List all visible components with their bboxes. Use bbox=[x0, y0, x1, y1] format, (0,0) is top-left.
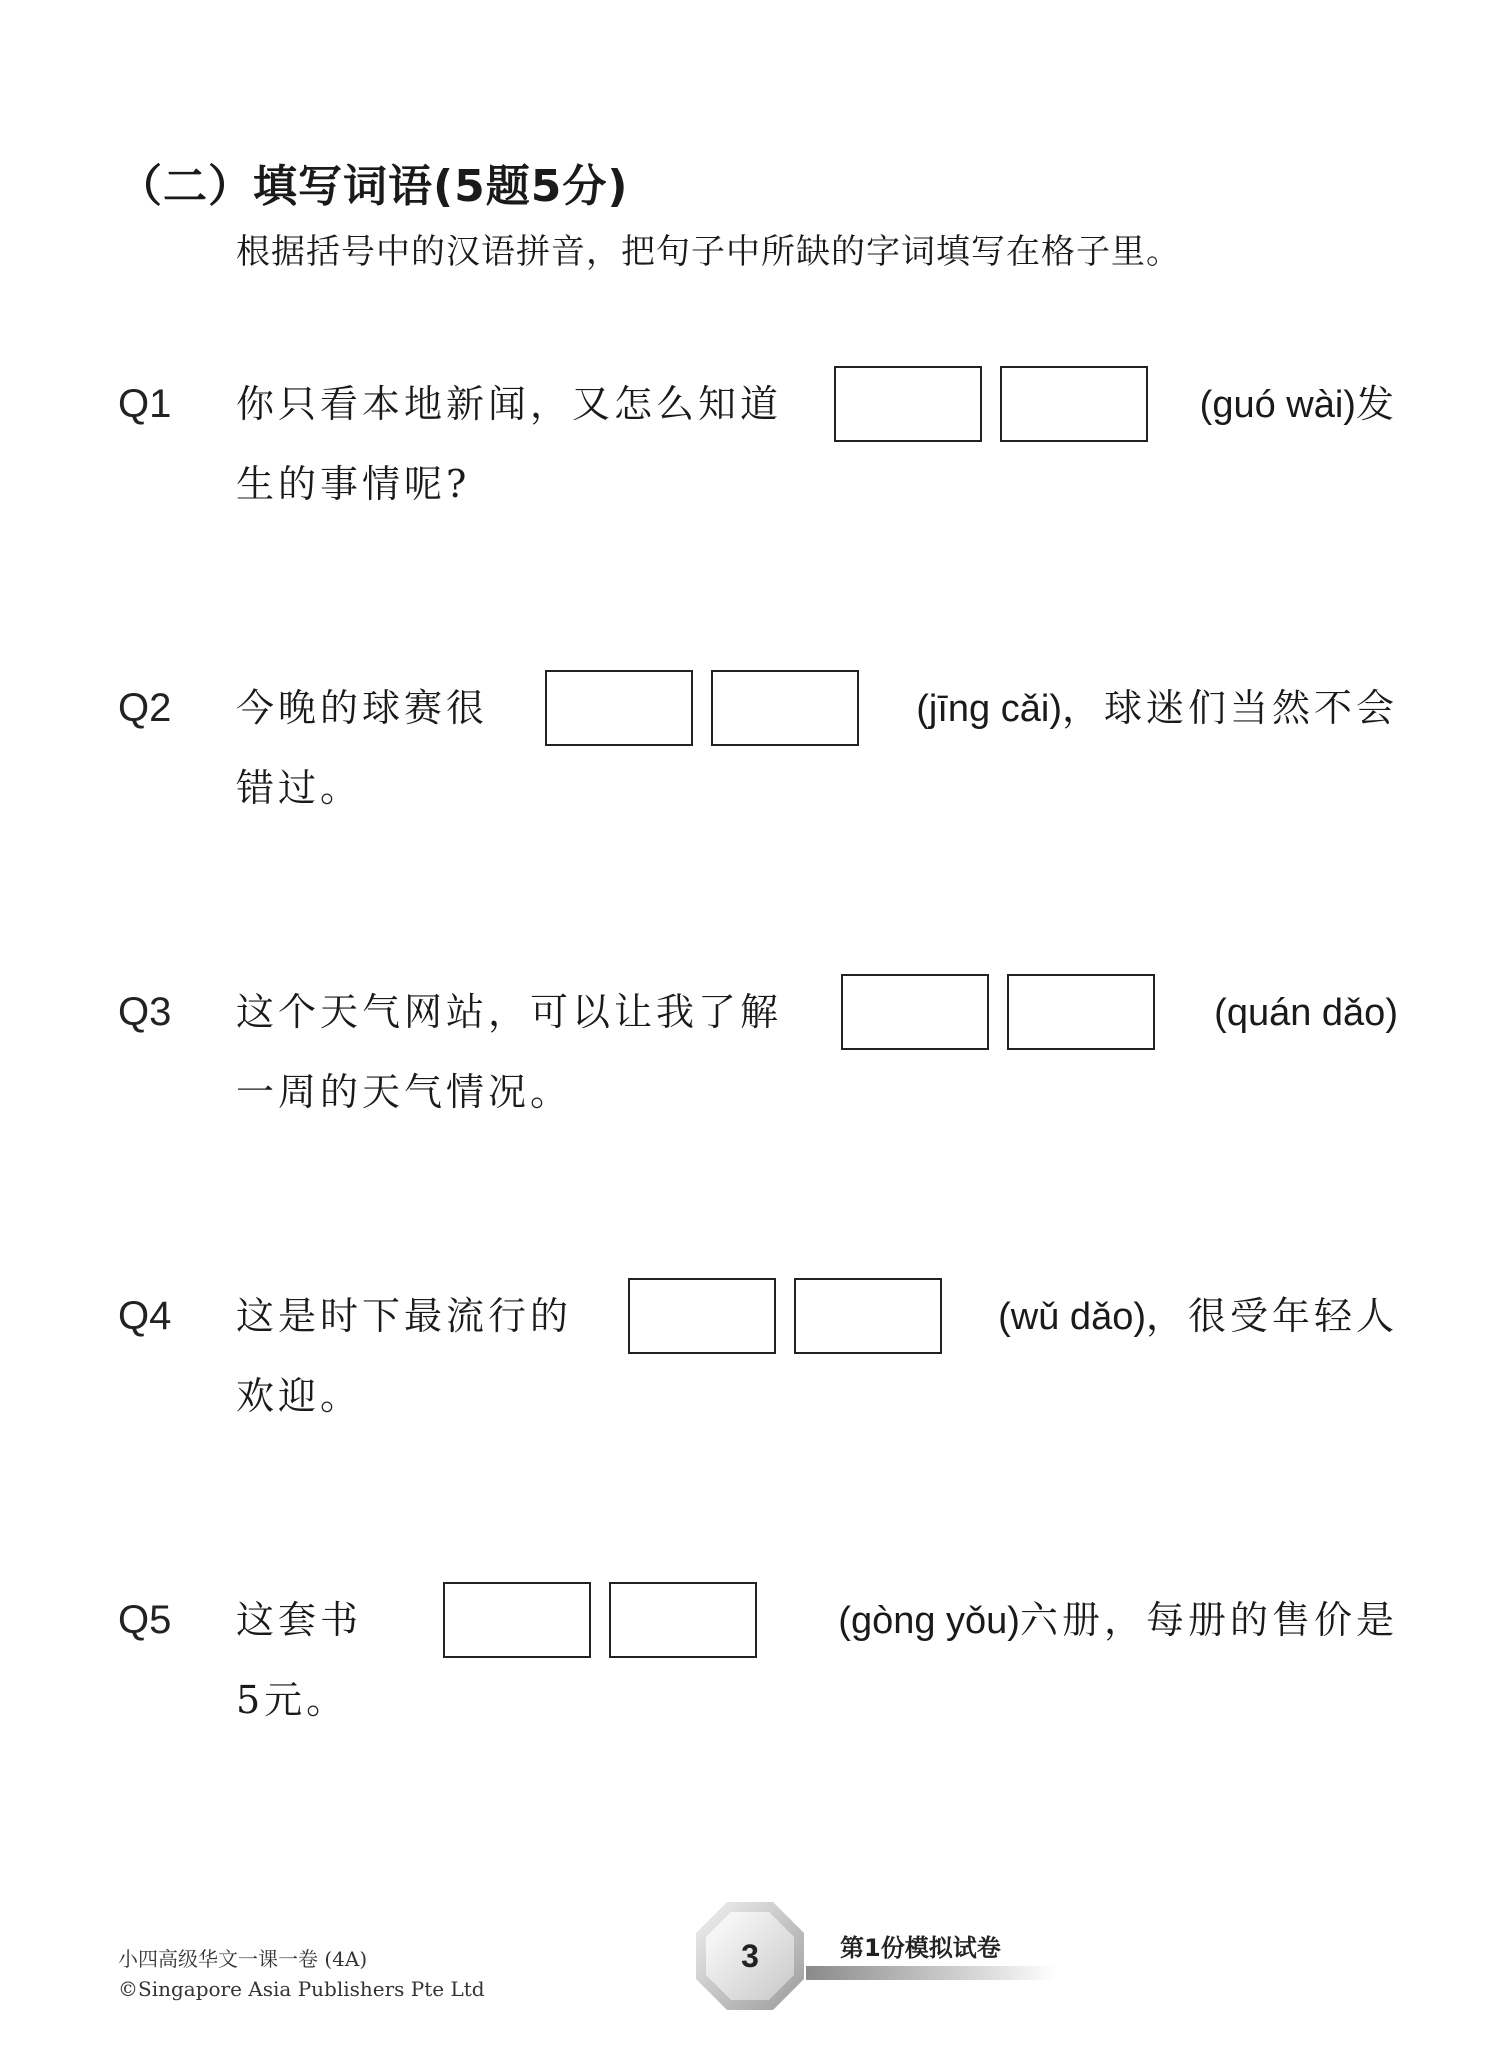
question-line bbox=[236, 1580, 1398, 1660]
sentence-after-group bbox=[1214, 972, 1398, 1053]
sentence-continuation: 错过。 bbox=[236, 766, 363, 810]
sentence-before: 你只看本地新闻，又怎么知道 bbox=[236, 382, 783, 426]
section-instruction: 根据括号中的汉语拼音，把句子中所缺的字词填写在格子里。 bbox=[236, 232, 1181, 272]
sentence-before: 今晚的球赛很 bbox=[236, 686, 489, 730]
sentence-after-group bbox=[1200, 364, 1398, 445]
pinyin-hint: (quán dǎo) bbox=[1214, 991, 1398, 1034]
sentence-continuation: 欢迎。 bbox=[236, 1374, 363, 1418]
sentence-after: ，球迷们当然不会 bbox=[1061, 685, 1398, 730]
sentence-after: ，很受年轻人 bbox=[1145, 1293, 1398, 1338]
sentence-after: 六册，每册的售价是 bbox=[1019, 1597, 1398, 1642]
question-line bbox=[236, 972, 1398, 1052]
answer-box-1[interactable] bbox=[628, 1278, 776, 1354]
answer-box-2[interactable] bbox=[711, 670, 859, 746]
answer-boxes bbox=[841, 974, 1155, 1050]
sentence-continuation: 生的事情呢? bbox=[236, 462, 471, 506]
answer-box-1[interactable] bbox=[545, 670, 693, 746]
answer-box-2[interactable] bbox=[609, 1582, 757, 1658]
question-number: Q1 bbox=[118, 382, 172, 426]
answer-box-1[interactable] bbox=[834, 366, 982, 442]
pinyin-hint: (gòng yǒu) bbox=[838, 1599, 1020, 1642]
question-2 bbox=[118, 668, 1398, 838]
book-title: 小四高级华文一课一卷 (4A) bbox=[118, 1947, 368, 1971]
question-line bbox=[236, 1276, 1398, 1356]
paper-label-bar bbox=[806, 1966, 1056, 1980]
answer-boxes bbox=[628, 1278, 942, 1354]
sentence-before: 这是时下最流行的 bbox=[236, 1294, 573, 1338]
sentence-before: 这个天气网站，可以让我了解 bbox=[236, 990, 783, 1034]
pinyin-hint: (wǔ dǎo) bbox=[998, 1295, 1146, 1338]
answer-box-1[interactable] bbox=[443, 1582, 591, 1658]
question-number: Q3 bbox=[118, 990, 172, 1034]
answer-box-1[interactable] bbox=[841, 974, 989, 1050]
footer-left bbox=[118, 1944, 485, 2004]
question-1 bbox=[118, 364, 1398, 534]
section-title: （二）填写词语(5题5分) bbox=[118, 161, 629, 212]
sentence-after-group bbox=[998, 1276, 1398, 1357]
question-number: Q4 bbox=[118, 1294, 172, 1338]
pinyin-hint: (guó wài) bbox=[1199, 383, 1356, 426]
answer-boxes bbox=[545, 670, 859, 746]
sentence-continuation: 5元。 bbox=[236, 1678, 349, 1722]
page-number-badge bbox=[694, 1900, 806, 2012]
answer-box-2[interactable] bbox=[1007, 974, 1155, 1050]
answer-box-2[interactable] bbox=[1000, 366, 1148, 442]
pinyin-hint: (jīng cǎi) bbox=[916, 687, 1062, 730]
paper-label: 第1份模拟试卷 bbox=[840, 1934, 1001, 1962]
question-line bbox=[236, 364, 1398, 444]
page-number: 3 bbox=[741, 1938, 759, 1974]
sentence-after: 发 bbox=[1355, 381, 1398, 426]
sentence-continuation: 一周的天气情况。 bbox=[236, 1070, 573, 1114]
question-number: Q5 bbox=[118, 1598, 172, 1642]
answer-boxes bbox=[834, 366, 1148, 442]
question-5 bbox=[118, 1580, 1398, 1750]
question-3 bbox=[118, 972, 1398, 1142]
answer-boxes bbox=[443, 1582, 757, 1658]
question-number: Q2 bbox=[118, 686, 172, 730]
answer-box-2[interactable] bbox=[794, 1278, 942, 1354]
copyright: ©Singapore Asia Publishers Pte Ltd bbox=[118, 1977, 485, 2001]
sentence-after-group bbox=[916, 668, 1398, 749]
question-4 bbox=[118, 1276, 1398, 1446]
sentence-after-group bbox=[838, 1580, 1398, 1661]
question-line bbox=[236, 668, 1398, 748]
sentence-before: 这套书 bbox=[236, 1598, 363, 1642]
